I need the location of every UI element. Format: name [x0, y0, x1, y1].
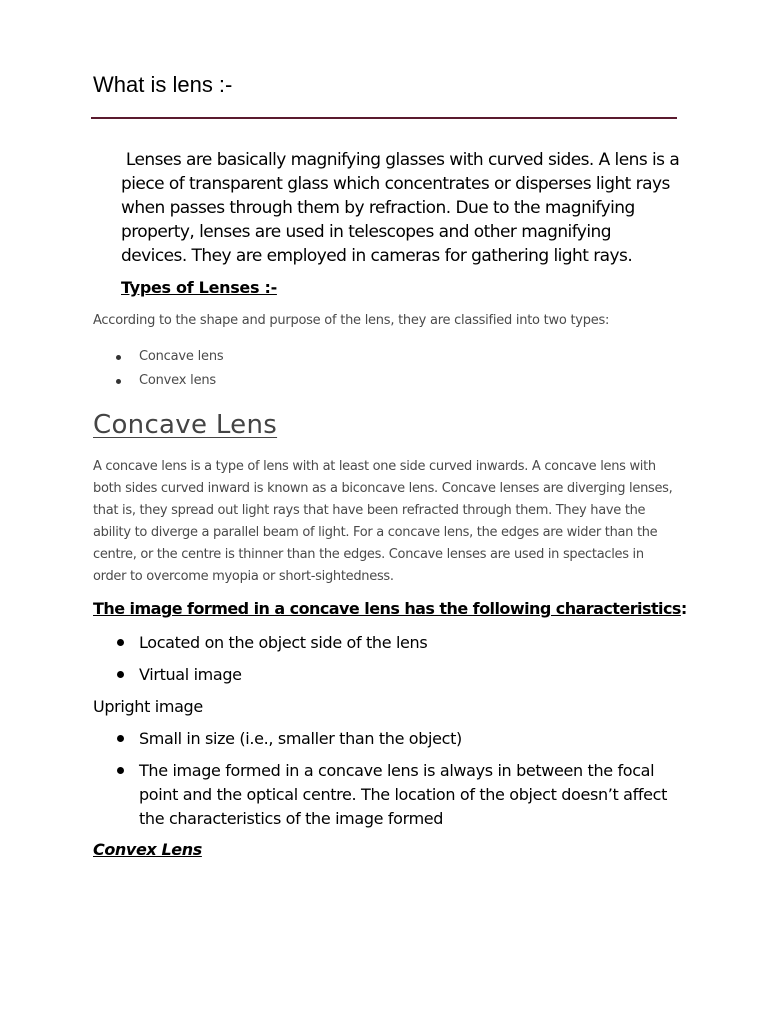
types-list	[93, 346, 223, 394]
list-item: Small in size (i.e., smaller than the object)	[93, 727, 683, 751]
characteristics-list	[93, 631, 683, 695]
characteristics-heading	[93, 599, 687, 618]
list-item: Located on the object side of the lens	[93, 631, 683, 655]
upright-image-text: Upright image	[93, 697, 203, 716]
characteristics-heading-colon: :	[680, 599, 687, 618]
list-item: Virtual image	[93, 663, 683, 687]
title-divider	[91, 117, 677, 119]
characteristics-heading-text: The image formed in a concave lens has the following characteristics	[93, 599, 681, 618]
list-item: Convex lens	[93, 370, 223, 394]
characteristics-list-continued	[93, 727, 683, 839]
list-item: Concave lens	[93, 346, 223, 370]
intro-paragraph: Lenses are basically magnifying glasses with curved sides. A lens is a piece of transparent glass which concentrates or disperses light rays when passes through them by refraction. Due to the magnifying property, lenses are used in telescopes and other magnifying devices. They are employed in cameras for gathering light rays.	[121, 150, 685, 266]
types-heading: Types of Lenses :-	[121, 278, 277, 297]
types-description: According to the shape and purpose of the lens, they are classified into two types:	[93, 313, 610, 328]
page-title: What is lens :-	[93, 72, 233, 97]
convex-lens-heading: Convex Lens	[93, 840, 202, 859]
concave-lens-heading: Concave Lens	[93, 410, 278, 440]
concave-lens-paragraph: A concave lens is a type of lens with at least one side curved inwards. A concave lens with both sides curved inward is known as a biconcave lens. Concave lenses are diverging lenses, that is, they spread out light rays that have been refracted through them. They have the ability to diverge a parallel beam of light. For a concave lens, the edges are wider than the centre, or the centre is thinner than the edges. Concave lenses are used in spectacles in order to overcome myopia or short-sightedness.	[93, 459, 673, 584]
list-item: The image formed in a concave lens is always in between the focal point and the optical centre. The location of the object doesn’t affect the characteristics of the image formed	[93, 759, 683, 831]
